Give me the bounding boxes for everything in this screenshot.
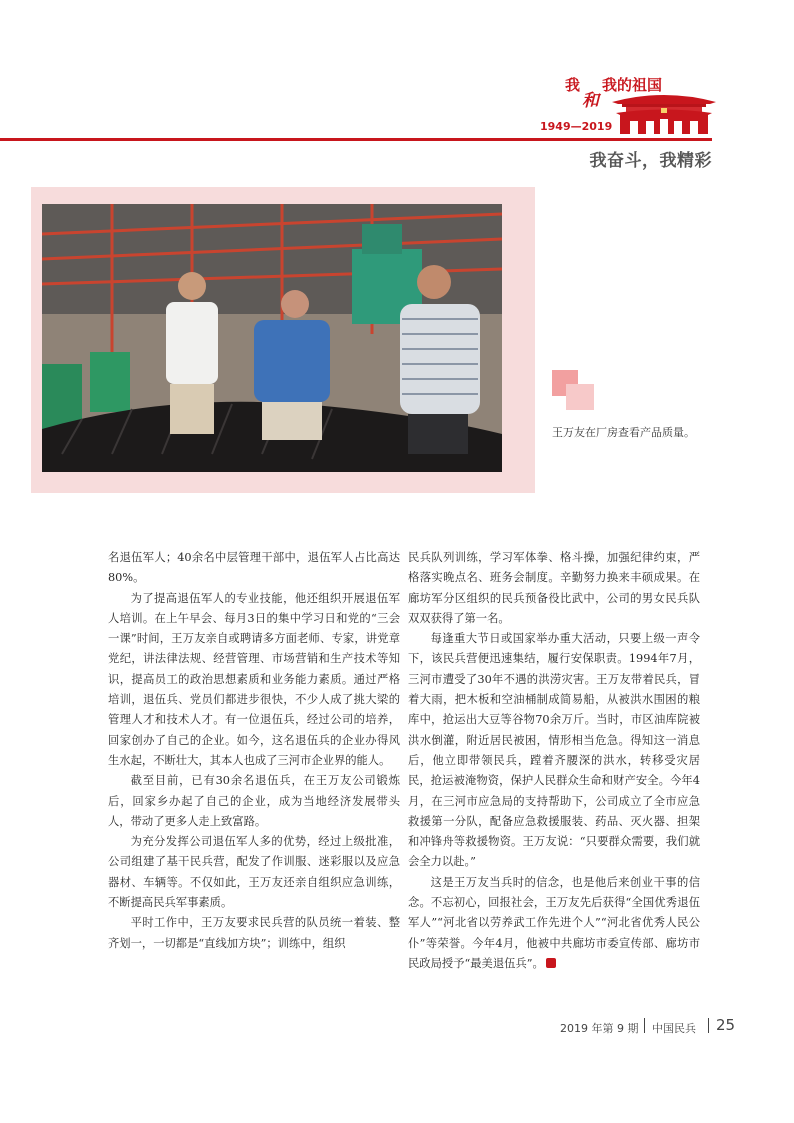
- logo-years: 1949—2019: [540, 120, 613, 133]
- logo-char-b: 和: [582, 91, 599, 111]
- footer-divider: [708, 1018, 709, 1033]
- factory-photo: [42, 204, 502, 472]
- paragraph: 民兵队列训练，学习军体拳、格斗操，加强纪律约束，严格落实晚点名、班务会制度。辛勤努力换来丰硕成果。在廊坊军分区组织的民兵预备役比武中，公司的男女民兵队双双获得了第一名。: [408, 551, 700, 625]
- page-number: 25: [716, 1016, 736, 1034]
- header-slogan: 我奋斗，我精彩: [589, 151, 712, 171]
- caption-decoration: [552, 370, 594, 410]
- header-rule: [0, 138, 712, 141]
- issue-label: 2019 年第 9 期: [560, 1022, 639, 1035]
- header-logo: [540, 66, 718, 140]
- paragraph: 为了提高退伍军人的专业技能，他还组织开展退伍军人培训。在上午早会、每月3日的集中学习日和党的“三会一课”时间，王万友亲自或聘请多方面老师、专家，讲党章党纪，讲法律法规、经营管理、市场营销和生产技术等知识，提高员工的政治思想素质和业务能力素质。通过严格培训，退伍兵、党员们都进步很快，不少人成了挑大梁的管理人才和技术人才。有一位退伍兵，经过公司的培养，回家创办了自己的企业。如今，这名退伍兵的企业办得风生水起，不断壮大，其本人也成了三河市企业界的能人。: [108, 591, 400, 767]
- article-right-column: [408, 548, 700, 974]
- paragraph: 每逢重大节日或国家举办重大活动，只要上级一声令下，该民兵营便迅速集结，履行安保职责。1994年7月，三河市遭受了30年不遇的洪涝灾害。王万友带着民兵，冒着大雨，把木板和空油桶制成简易船，从被洪水围困的粮库中，抢运出大豆等谷物70余万斤。当时，市区油库院被洪水倒灌，附近居民被困，情形相当危急。得知这一消息后，他立即带领民兵，蹚着齐腰深的洪水，转移受灾居民，抢运被淹物资，保护人民群众生命和财产安全。今年4月，在三河市应急局的支持帮助下，公司成立了全市应急救援第一分队，配备应急救援服装、药品、灭火器、担架和冲锋舟等救援物资。王万友说：“只要群众需要，我们就会全力以赴。”: [408, 632, 700, 869]
- tiananmen-gate-icon: [610, 80, 718, 136]
- paragraph: 平时工作中，王万友要求民兵营的队员统一着装、整齐划一，一切都是“直线加方块”；训练中，组织: [108, 916, 400, 950]
- paragraph-text: 这是王万友当兵时的信念，也是他后来创业干事的信念。不忘初心，回报社会，王万友先后获得“全国优秀退伍军人”“河北省以劳养武工作先进个人”“河北省优秀人民公仆”等荣誉。今年4月，他被中共廊坊市委宣传部、廊坊市民政局授予“最美退伍兵”。: [408, 875, 700, 970]
- magazine-name: 中国民兵: [652, 1022, 696, 1035]
- article-left-column: [108, 548, 400, 954]
- logo-chars-c: 我的祖国: [602, 76, 663, 94]
- logo-char-a: 我: [565, 76, 581, 94]
- last-paragraph: [408, 873, 700, 974]
- footer-divider: [644, 1018, 645, 1033]
- paragraph: 截至目前，已有30余名退伍兵，在王万友公司锻炼后，回家乡办起了自己的企业，成为当地经济发展带头人，带动了更多人走上致富路。: [108, 774, 400, 828]
- end-mark-icon: [546, 958, 556, 968]
- paragraph: 为充分发挥公司退伍军人多的优势，经过上级批准，公司组建了基干民兵营，配发了作训服、迷彩服以及应急器材、车辆等。不仅如此，王万友还亲自组织应急训练，不断提高民兵军事素质。: [108, 835, 400, 910]
- photo-caption: 王万友在厂房查看产品质量。: [552, 426, 695, 439]
- paragraph: 名退伍军人；40余名中层管理干部中，退伍军人占比高达80%。: [108, 551, 400, 585]
